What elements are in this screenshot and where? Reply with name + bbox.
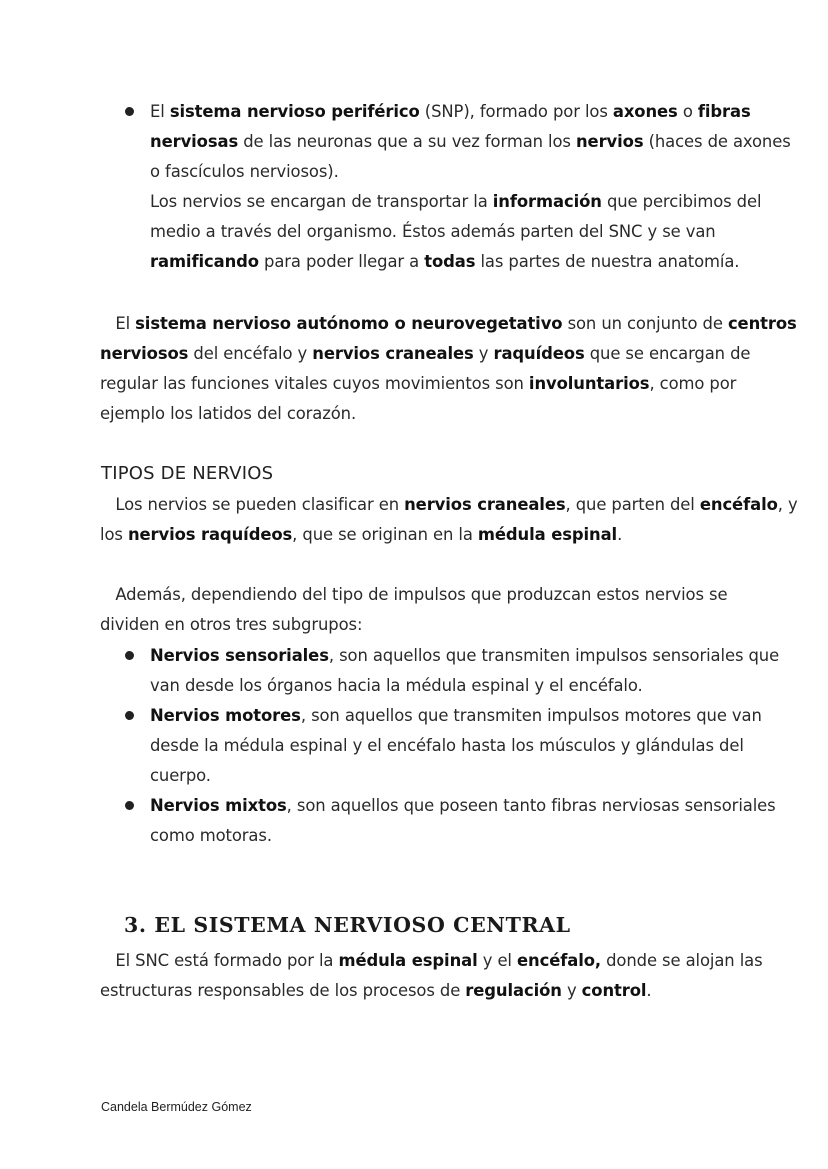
bold-term: Nervios sensoriales — [150, 646, 329, 665]
text-segment: donde se alojan las — [601, 951, 763, 970]
text-line — [150, 97, 751, 127]
bold-term: centros — [727, 314, 797, 333]
bold-term: regulación — [465, 981, 562, 1000]
text-line — [100, 490, 798, 520]
snc-paragraph — [100, 946, 763, 1006]
text-segment: son un conjunto de — [562, 314, 728, 333]
text-line — [150, 821, 742, 851]
text-segment: o — [677, 102, 698, 121]
text-segment: o fascículos nerviosos). — [150, 162, 339, 181]
bold-term: control — [581, 981, 647, 1000]
text-segment: (haces de axones — [643, 132, 791, 151]
bold-term: raquídeos — [493, 344, 585, 363]
bullet-icon — [125, 801, 134, 810]
bold-term: nerviosas — [150, 132, 239, 151]
text-segment: (SNP), formado por los — [419, 102, 613, 121]
bold-term: médula espinal — [477, 525, 618, 544]
bold-term: sistema nervioso periférico — [169, 102, 420, 121]
bold-term: nervios craneales — [312, 344, 474, 363]
text-segment: del encéfalo y — [188, 344, 313, 363]
text-line — [100, 369, 740, 399]
text-segment: , que se originan en la — [292, 525, 478, 544]
text-segment: El — [100, 314, 136, 333]
tipos-paragraph — [100, 490, 798, 550]
text-segment: de las neuronas que a su vez forman los — [238, 132, 576, 151]
text-line — [100, 976, 740, 1006]
text-segment: y — [473, 344, 494, 363]
snp-bullet-item — [122, 97, 791, 277]
subgroup-text — [150, 791, 776, 851]
bold-term: médula espinal — [338, 951, 478, 970]
text-segment: estructuras responsables de los procesos de — [100, 981, 466, 1000]
autonomo-paragraph — [100, 309, 797, 429]
text-line — [150, 157, 742, 187]
subgroup-text — [150, 701, 762, 791]
text-segment: que percibimos del — [601, 192, 762, 211]
ademas-paragraph — [100, 580, 740, 640]
text-segment: y — [561, 981, 582, 1000]
text-segment: desde la médula espinal y el encéfalo hasta los músculos y glándulas del — [150, 736, 744, 755]
subgroup-text — [150, 641, 780, 701]
text-segment: El — [150, 102, 170, 121]
section-title: 3. EL SISTEMA NERVIOSO CENTRAL — [124, 913, 571, 937]
text-line — [100, 309, 797, 339]
text-line — [150, 187, 762, 217]
bold-term: encéfalo — [699, 495, 778, 514]
text-segment: , y — [777, 495, 798, 514]
text-segment: El SNC está formado por la — [100, 951, 339, 970]
text-line — [150, 217, 742, 247]
bullet-icon — [125, 651, 134, 660]
text-segment: , como por — [649, 374, 737, 393]
bold-term: todas — [424, 252, 476, 271]
text-segment: Además, dependiendo del tipo de impulsos que produzcan estos nervios se — [100, 585, 728, 604]
snp-bullet-text — [150, 97, 791, 277]
text-line — [100, 339, 751, 369]
text-segment: dividen en otros tres subgrupos: — [100, 615, 363, 634]
bold-term: ramificando — [150, 252, 259, 271]
bullet-icon — [125, 711, 134, 720]
text-segment: los — [100, 525, 128, 544]
text-segment: regular las funciones vitales cuyos movimientos son — [100, 374, 529, 393]
text-segment: , son aquellos que transmiten impulsos sensoriales que — [328, 646, 780, 665]
text-line — [150, 791, 776, 821]
text-segment: como motoras. — [150, 826, 272, 845]
text-segment: . — [646, 981, 652, 1000]
subgroup-item-motores — [122, 701, 762, 791]
bold-term: información — [492, 192, 602, 211]
tipos-heading: TIPOS DE NERVIOS — [101, 463, 274, 484]
text-line — [150, 761, 742, 791]
text-line — [150, 731, 742, 761]
text-line — [150, 127, 791, 157]
text-line — [100, 520, 740, 550]
footer-author: Candela Bermúdez Gómez — [101, 1100, 252, 1114]
bold-term: nervios raquídeos — [127, 525, 293, 544]
text-line — [150, 701, 762, 731]
bold-term: encéfalo, — [517, 951, 602, 970]
text-segment: van desde los órganos hacia la médula espinal y el encéfalo. — [150, 676, 643, 695]
text-segment: Los nervios se pueden clasificar en — [100, 495, 405, 514]
bold-term: involuntarios — [528, 374, 650, 393]
text-line — [150, 247, 742, 277]
text-segment: que se encargan de — [584, 344, 751, 363]
text-segment: medio a través del organismo. Éstos además parten del SNC y se van — [150, 222, 716, 241]
bold-term: Nervios motores — [150, 706, 301, 725]
text-segment: Los nervios se encargan de transportar la — [150, 192, 493, 211]
text-line — [150, 641, 780, 671]
text-segment: para poder llegar a — [258, 252, 425, 271]
text-segment: cuerpo. — [150, 766, 211, 785]
text-segment: . — [617, 525, 623, 544]
text-line — [100, 946, 763, 976]
text-segment: , que parten del — [565, 495, 700, 514]
bold-term: Nervios mixtos — [150, 796, 287, 815]
bold-term: nervios craneales — [404, 495, 566, 514]
text-line — [100, 580, 740, 610]
subgroup-item-sensoriales — [122, 641, 780, 701]
bold-term: sistema nervioso autónomo o neurovegetativo — [135, 314, 563, 333]
subgroup-item-mixtos — [122, 791, 776, 851]
text-segment: , son aquellos que transmiten impulsos motores que van — [300, 706, 762, 725]
text-line — [100, 399, 740, 429]
bold-term: fibras — [697, 102, 751, 121]
text-segment: ejemplo los latidos del corazón. — [100, 404, 357, 423]
bold-term: axones — [612, 102, 678, 121]
bullet-icon — [125, 107, 134, 116]
text-line — [150, 671, 742, 701]
text-line — [100, 610, 740, 640]
text-segment: las partes de nuestra anatomía. — [475, 252, 740, 271]
text-segment: , son aquellos que poseen tanto fibras nerviosas sensoriales — [286, 796, 776, 815]
bold-term: nervios — [575, 132, 644, 151]
text-segment: y el — [477, 951, 517, 970]
bold-term: nerviosos — [100, 344, 189, 363]
